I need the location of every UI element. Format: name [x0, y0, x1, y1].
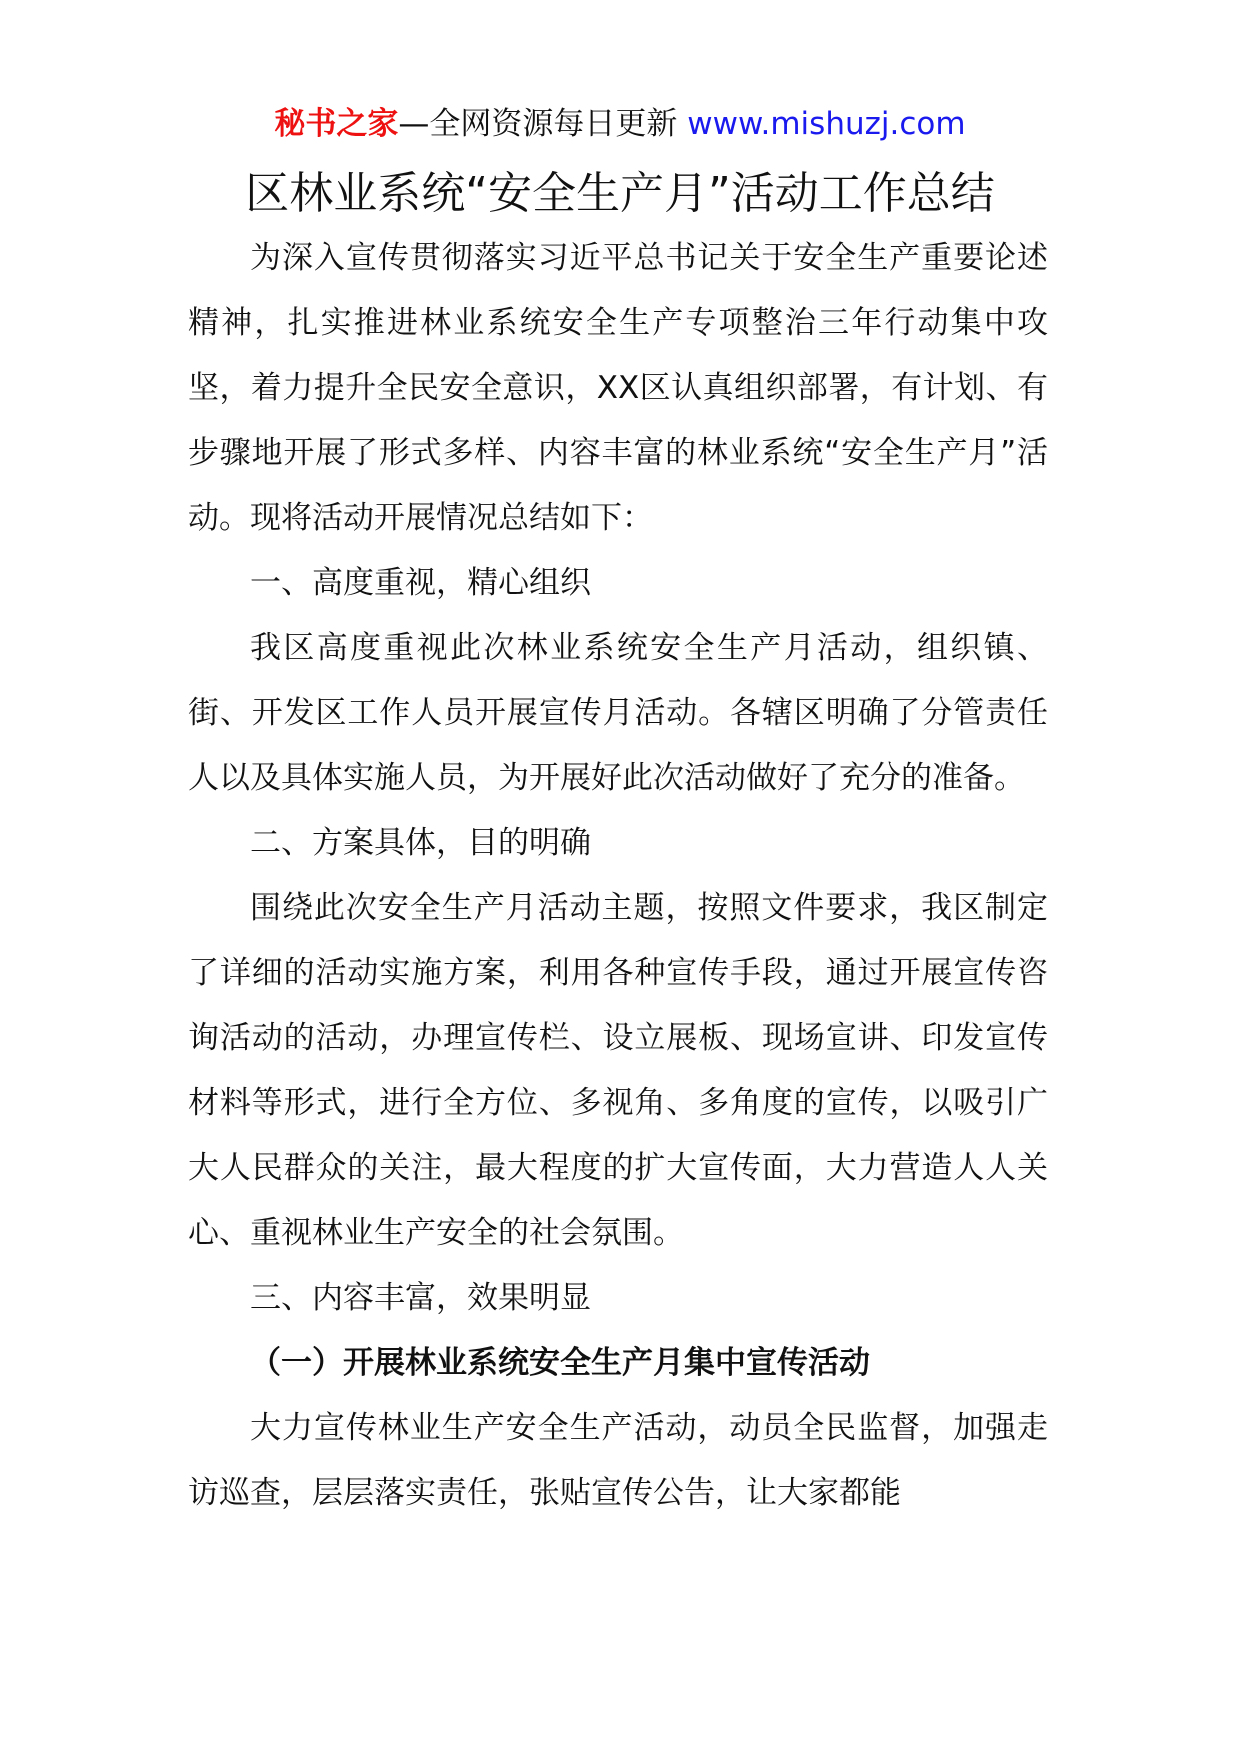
- section-1-paragraph: 我区高度重视此次林业系统安全生产月活动，组织镇、街、开发区工作人员开展宣传月活动。各辖区明确了分管责任人以及具体实施人员，为开展好此次活动做好了充分的准备。: [188, 630, 1048, 796]
- section-3-subheading-1: （一）开展林业系统安全生产月集中宣传活动: [250, 1345, 870, 1381]
- section-3-sub-1-paragraph: 大力宣传林业生产安全生产活动，动员全民监督，加强走访巡查，层层落实责任，张贴宣传公告，让大家都能: [188, 1410, 1048, 1511]
- banner-tagline: —全网资源每日更新: [398, 106, 688, 142]
- section-2-paragraph: 围绕此次安全生产月活动主题，按照文件要求，我区制定了详细的活动实施方案，利用各种宣传手段，通过开展宣传咨询活动的活动，办理宣传栏、设立展板、现场宣讲、印发宣传材料等形式，进行全方位、多视角、多角度的宣传，以吸引广大人民群众的关注，最大程度的扩大宣传面，大力营造人人关心、重视林业生产安全的社会氛围。: [188, 890, 1048, 1251]
- site-banner: [0, 100, 1240, 148]
- brand-name: 秘书之家: [274, 106, 399, 142]
- section-2-heading: 二、方案具体，目的明确: [250, 825, 591, 861]
- intro-paragraph: 为深入宣传贯彻落实习近平总书记关于安全生产重要论述精神，扎实推进林业系统安全生产专项整治三年行动集中攻坚，着力提升全民安全意识，XX区认真组织部署，有计划、有步骤地开展了形式多样、内容丰富的林业系统“安全生产月”活动。现将活动开展情况总结如下：: [188, 240, 1048, 536]
- document-title: 区林业系统“安全生产月”活动工作总结: [245, 168, 995, 219]
- document-body: [188, 226, 1048, 1526]
- section-3-heading: 三、内容丰富，效果明显: [250, 1280, 591, 1316]
- site-url: www.mishuzj.com: [687, 106, 966, 142]
- section-1-heading: 一、高度重视，精心组织: [250, 565, 591, 601]
